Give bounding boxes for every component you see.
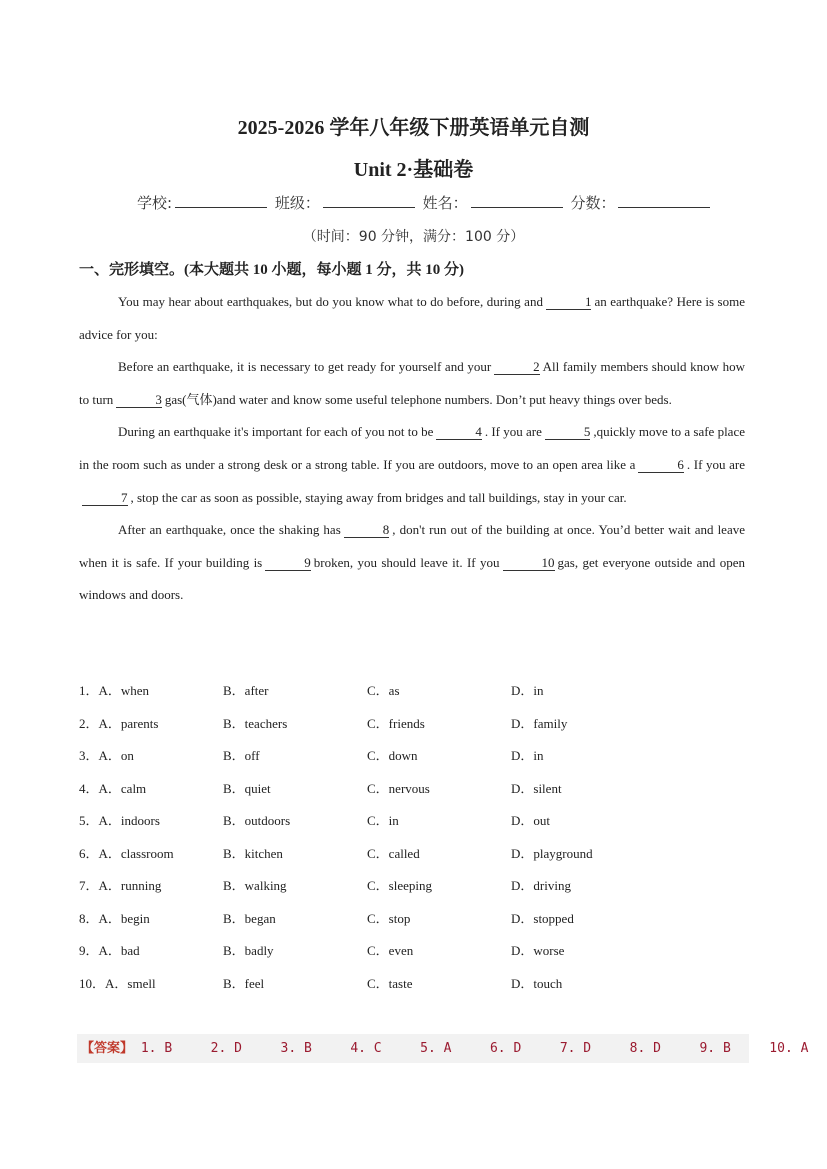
option-text: A．smell [105,975,156,991]
option-text: C．even [367,943,414,958]
option-b[interactable] [223,676,367,709]
option-d[interactable] [511,676,655,709]
option-c[interactable] [367,709,511,742]
option-d[interactable] [511,806,655,839]
question-row [79,774,655,807]
option-text: D．playground [511,845,593,861]
option-text: A．when [98,683,150,698]
option-a[interactable] [79,904,223,937]
option-a[interactable] [79,839,223,872]
passage-text: Before an earthquake, it is necessary to get ready for yourself and your [118,359,492,375]
passage-text: an earthquake? Here is some advice for you: [79,294,746,342]
option-text: D．worse [511,943,565,958]
school-label: 学校: [137,194,173,212]
option-text: C．as [367,683,400,698]
school-field[interactable] [175,193,267,208]
option-b[interactable] [223,709,367,742]
option-b[interactable] [223,969,367,1002]
option-text: A．parents [98,715,159,731]
option-text: C．down [367,748,418,763]
option-text: C．stop [367,910,411,926]
answer-item: 7. D [559,1041,592,1056]
option-d[interactable] [511,936,655,969]
option-b[interactable] [223,806,367,839]
option-text: C．sleeping [367,878,432,893]
option-d[interactable] [511,839,655,872]
passage-text: ,quickly move to a safe place in the room such as under a strong desk or a strong table. If you are outdoors, move to an open area like a [79,424,745,472]
option-c[interactable] [367,806,511,839]
option-text: B．feel [223,975,265,991]
passage-text: broken, you should leave it. If you [313,554,500,570]
option-c[interactable] [367,904,511,937]
option-text: C．taste [367,975,413,991]
score-field[interactable] [618,193,710,208]
option-text: C．friends [367,715,425,731]
option-d[interactable] [511,741,655,774]
option-text: D．stopped [511,910,574,926]
option-text: A．on [98,748,134,763]
answer-item: 2. D [210,1041,242,1056]
blank-1: 1 [546,295,592,310]
question-number: 4． [79,780,99,796]
option-d[interactable] [511,709,655,742]
option-text: B．after [223,683,269,698]
cloze-passage [79,286,745,612]
question-number: 6． [79,845,99,861]
option-d[interactable] [511,871,655,904]
option-c[interactable] [367,871,511,904]
option-b[interactable] [223,741,367,774]
option-text: D．out [511,813,551,828]
option-text: D．touch [511,975,563,991]
passage-text: You may hear about earthquakes, but do you know what to do before, during and [118,294,543,309]
option-b[interactable] [223,936,367,969]
option-d[interactable] [511,774,655,807]
time-note: （时间：90 分钟，满分：100 分） [302,229,525,245]
blank-3: 3 [116,393,162,408]
option-text: B．teachers [223,715,288,731]
option-c[interactable] [367,774,511,807]
option-text: B．quiet [223,780,271,796]
passage-text: During an earthquake it's important for each of you not to be [118,424,434,440]
question-row [79,936,655,969]
section-heading: 一、完形填空。(本大题共 10 小题，每小题 1 分，共 10 分) [79,262,464,278]
score-label: 分数： [570,194,616,212]
question-number: 5． [79,813,99,828]
question-row [79,741,655,774]
option-text: D．in [511,748,544,763]
passage-paragraph [79,514,745,612]
page-subtitle: Unit 2·基础卷 [353,159,474,181]
option-text: D．silent [511,780,562,796]
answer-item: 1. B [140,1041,173,1056]
answer-item: 3. B [280,1041,312,1056]
blank-6: 6 [638,458,684,473]
option-a[interactable] [79,936,223,969]
option-c[interactable] [367,839,511,872]
blank-2: 2 [494,360,540,375]
question-number: 3． [79,748,99,763]
question-number: 8． [79,910,99,926]
option-text: A．begin [98,910,150,926]
option-text: B．badly [223,943,274,958]
question-number: 1． [79,683,99,698]
option-c[interactable] [367,741,511,774]
option-a[interactable] [79,806,223,839]
answer-item: 6. D [489,1041,522,1056]
question-row [79,839,655,872]
option-text: A．indoors [98,813,160,828]
answer-key [77,1034,809,1063]
blank-9: 9 [265,556,311,571]
option-a[interactable] [79,969,223,1002]
page-title: 2025-2026 学年八年级下册英语单元自测 [237,117,590,139]
question-number: 9． [79,943,99,958]
answer-item: 5. A [420,1041,452,1056]
option-text: A．classroom [98,845,174,861]
question-row [79,904,655,937]
option-b[interactable] [223,774,367,807]
passage-paragraph [79,416,745,514]
passage-text: After an earthquake, once the shaking has [118,522,341,538]
answer-item: 4. C [350,1041,382,1056]
student-info-fields [137,192,713,213]
option-a[interactable] [79,774,223,807]
option-b[interactable] [223,904,367,937]
answer-item: 10. A [769,1041,809,1056]
option-text: A．running [98,878,162,893]
option-text: C．called [367,845,420,861]
option-text: D．family [511,715,568,731]
question-row [79,969,655,1002]
option-text: C．nervous [367,780,430,796]
question-row [79,806,655,839]
option-c[interactable] [367,969,511,1002]
question-row [79,871,655,904]
answer-item: 9. B [699,1041,731,1056]
passage-text: . If you are [686,456,745,472]
option-text: D．driving [511,878,571,893]
option-a[interactable] [79,676,223,709]
option-c[interactable] [367,936,511,969]
passage-text: gas(气体)and water and know some useful telephone numbers. Don’t put heavy things over beds. [164,391,672,407]
passage-text: , stop the car as soon as possible, staying away from bridges and tall buildings, stay in your car. [130,489,627,505]
blank-7: 7 [82,491,128,506]
passage-text: , don't run out of the building at once. You’d better wait and leave when it is safe. If your building is [79,522,745,570]
option-text: B．walking [223,878,287,893]
question-options [79,676,655,1001]
question-number: 2． [79,715,99,731]
blank-8: 8 [344,523,390,538]
option-d[interactable] [511,969,655,1002]
passage-text: . If you are [484,424,542,440]
option-text: B．outdoors [223,813,291,828]
answer-item: 8. D [629,1041,661,1056]
option-a[interactable] [79,741,223,774]
answer-label: 【答案】 [81,1041,134,1056]
blank-4: 4 [436,425,482,440]
option-text: C．in [367,813,399,828]
blank-5: 5 [545,425,591,440]
question-number: 7． [79,878,99,893]
option-text: A．calm [98,780,147,796]
question-number: 10． [79,975,106,991]
passage-paragraph [79,351,745,416]
passage-text: gas, get everyone outside and open windows and doors. [79,554,745,603]
name-label: 姓名： [422,194,468,212]
blank-10: 10 [503,556,555,571]
option-b[interactable] [223,839,367,872]
name-field[interactable] [471,193,563,208]
option-text: B．began [223,910,276,926]
option-text: D．in [511,683,544,698]
passage-paragraph [79,286,745,351]
question-row [79,709,655,742]
option-b[interactable] [223,871,367,904]
class-field[interactable] [323,193,415,208]
option-text: A．bad [98,943,140,958]
option-c[interactable] [367,676,511,709]
question-row [79,676,655,709]
option-text: B．off [223,748,260,763]
passage-text: All family members should know how to turn [79,359,745,407]
option-a[interactable] [79,871,223,904]
option-text: B．kitchen [223,845,283,861]
class-label: 班级： [274,194,320,212]
option-a[interactable] [79,709,223,742]
option-d[interactable] [511,904,655,937]
